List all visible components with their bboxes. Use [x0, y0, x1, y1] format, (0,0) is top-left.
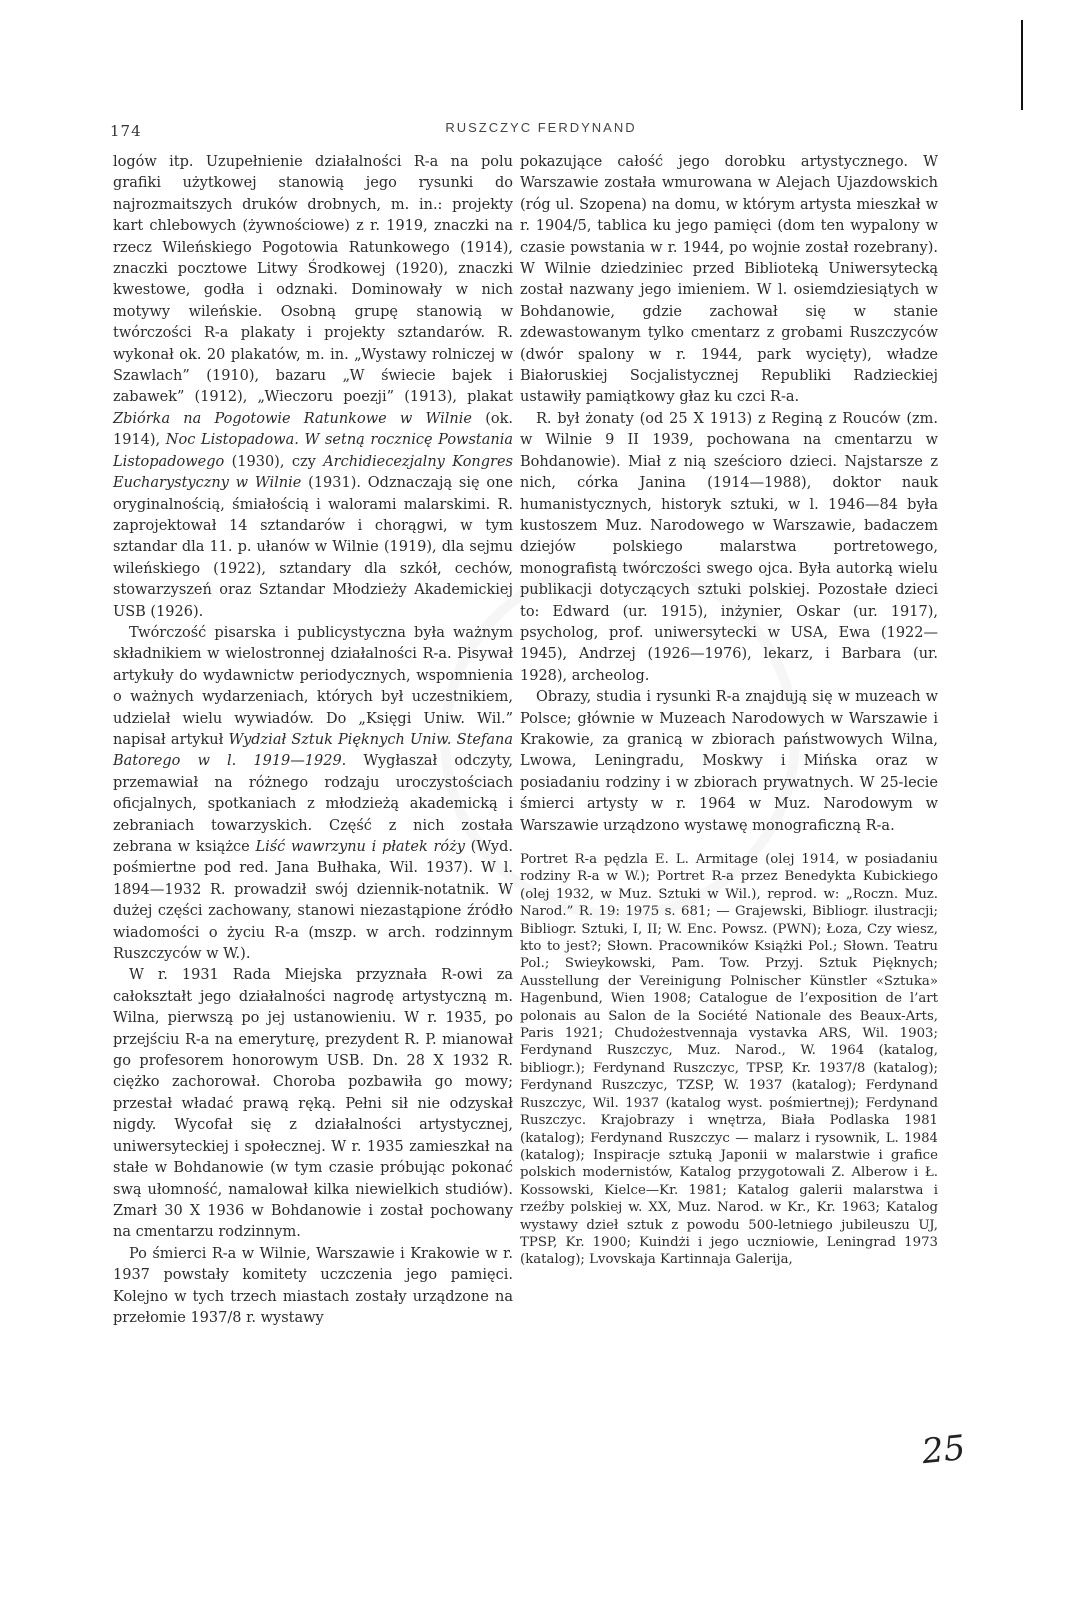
bibliography: Portret R-a pędzla E. L. Armitage (olej 1914, w posiadaniu rodziny R-a w W.); Portret R-a przez Benedykta Kubickiego (olej 1932, w Muz. Sztuki w Wil.), reprod. w: „Roczn. Muz. Narod.” R. 19: 1975 s. 681; — Grajewski, Bibliogr. ilustracji; Bibliogr. Sztuki, I, II; W. Enc. Powsz. (PWN); Łoza, Czy wiesz, kto to jest?; Słown. Pracowników Książki Pol.; Słown. Teatru Pol.; Swieykowski, Pam. Tow. Przyj. Sztuk Pięknych; Ausstellung der Vereinigung Polnischer Künstler «Sztuka» Hagenbund, Wien 1908; Catalogue de l’exposition de l’art polonais au Salon de la Société Nationale des Beaux-Arts, Paris 1921; Chudożestvennaja vystavka ARS, Wil. 1903; Ferdynand Ruszczyc, Muz. Narod., W. 1964 (katalog, bibliogr.); Ferdynand Ruszczyc, TPSP, Kr. 1937/8 (katalog); Ferdynand Ruszczyc, TZSP, W. 1937 (katalog); Ferdynand Ruszczyc, Wil. 1937 (katalog wyst. pośmiertnej); Ferdynand Ruszczyc. Krajobrazy i wnętrza, Biała Podlaska 1981 (katalog); Ferdynand Ruszczyc — malarz i rysownik, L. 1984 (katalog); Inspiracje sztuką Japonii w malarstwie i grafice polskich modernistów, Katalog przygotowali Z. Alberow i Ł. Kossowski, Kielce—Kr. 1981; Katalog galerii malarstwa i rzeźby polskiej w. XX, Muz. Narod. w Kr., Kr. 1963; Katalog wystawy dzieł sztuk z powodu 500-letniego jubileuszu UJ, TPSP, Kr. 1900; Kuindżi i jego uczniowie, Leningrad 1973 (katalog); Lvovskaja Kartinnaja Galerija, [520, 852, 938, 1268]
paragraph: Twórczość pisarska i publicystyczna była ważnym składnikiem w wielostronnej działalności R-a. Pisywał artykuły do wydawnictw periodycznych, wspomnienia o ważnych wydarzeniach, których był uczestnikiem, udzielał wielu wywiadów. Do „Księgi Uniw. Wil.” napisał artykuł Wydział Sztuk Pięknych Uniw. Stefana Batorego w l. 1919—1929. Wygłaszał odczyty, przemawiał na różnego rodzaju uroczystościach oficjalnych, spotkaniach z młodzieżą akademicką i zebraniach towarzyskich. Część z nich została zebrana w książce Liść wawrzynu i płatek róży (Wyd. pośmiertne pod red. Jana Bułhaka, Wil. 1937). W l. 1894—1932 R. prowadził swój dziennik-notatnik. W dużej części zachowany, stanowi niezastąpione źródło wiadomości o życiu R-a (mszp. w arch. rodzinnym Ruszczyców w W.). [113, 624, 514, 963]
scan-edge-line [1021, 20, 1023, 110]
paragraph: pokazujące całość jego dorobku artystycznego. W Warszawie została wmurowana w Alejach Ujazdowskich (róg ul. Szopena) na domu, w którym artysta mieszkał w r. 1904/5, tablica ku jego pamięci (dom ten wypalony w czasie powstania w r. 1944, po wojnie został rozebrany). W Wilnie dziedziniec przed Biblioteką Uniwersytecką został nazwany jego imieniem. W l. osiemdziesiątych w Bohdanowie, gdzie zachował się w stanie zdewastowanym tylko cmentarz z grobami Ruszczyców (dwór spalony w r. 1944, park wycięty), władze Białoruskiej Socjalistycznej Republiki Radzieckiej ustawiły pamiątkowy głaz ku czci R-a. [520, 154, 938, 406]
running-head: RUSZCZYC FERDYNAND [445, 120, 637, 135]
paragraph: W r. 1931 Rada Miejska przyznała R-owi za całokształt jego działalności nagrodę artystyczną m. Wilna, pierwszą po jej ustanowieniu. W r. 1935, po przejściu R-a na emeryturę, prezydent R. P. mianował go profesorem honorowym USB. Dn. 28 X 1932 R. ciężko zachorował. Choroba pozbawiła go mowy; przestał władać prawą ręką. Pełni sił nie odzyskał nigdy. Wycofał się z działalności artystycznej, uniwersyteckiej i społecznej. W r. 1935 zamieszkał na stałe w Bohdanowie (w tym czasie próbując pokonać swą ułomność, namalował kilka niewielkich studiów). Zmarł 30 X 1936 w Bohdanowie i został pochowany na cmentarzu rodzinnym. [113, 967, 513, 1241]
paragraph: logów itp. Uzupełnienie działalności R-a na polu grafiki użytkowej stanowią jego rysunki do najrozmaitszych druków drobnych, m. in.: projekty kart chlebowych (żywnościowe) z r. 1919, znaczki na rzecz Wileńskiego Pogotowia Ratunkowego (1914), znaczki pocztowe Litwy Środkowej (1920), znaczki kwestowe, godła i odznaki. Dominowały w nich motywy wileńskie. Osobną grupę stanowią w twórczości R-a plakaty i projekty sztandarów. R. wykonał ok. 20 plakatów, m. in. „Wystawy rolniczej w Szawlach” (1910), bazaru „W świecie bajek i zabawek” (1912), „Wieczoru poezji” (1913), plakat Zbiórka na Pogotowie Ratunkowe w Wilnie (ok. 1914), Noc Listopadowa. W setną rocznicę Powstania Listopadowego (1930), czy Archidiecezjalny Kongres Eucharystyczny w Wilnie (1931). Odznaczają się one oryginalnością, śmiałością i walorami malarskimi. R. zaprojektował 14 sztandarów i chorągwi, w tym sztandar dla 11. p. ułanów w Wilnie (1919), dla sejmu wileńskiego (1922), sztandary dla szkół, cechów, stowarzyszeń oraz Sztandar Młodzieży Akademickiej USB (1926). [113, 154, 513, 620]
left-column [113, 152, 513, 1329]
handwritten-annotation: 25 [920, 1427, 968, 1473]
paragraph: Obrazy, studia i rysunki R-a znajdują się w muzeach w Polsce; głównie w Muzeach Narodowych w Warszawie i Krakowie, za granicą w zbiorach państwowych Wilna, Lwowa, Leningradu, Moskwy i Mińska oraz w posiadaniu rodziny i w zbiorach prywatnych. W 25-lecie śmierci artysty w r. 1964 w Muz. Narodowym w Warszawie urządzono wystawę monograficzną R-a. [520, 689, 938, 834]
paragraph: R. był żonaty (od 25 X 1913) z Reginą z Rouców (zm. w Wilnie 9 II 1939, pochowana na cmentarzu w Bohdanowie). Miał z nią sześcioro dzieci. Najstarsze z nich, córka Janina (1914—1988), doktor nauk humanistycznych, historyk sztuki, w l. 1946—84 była kustoszem Muz. Narodowego w Warszawie, badaczem dziejów polskiego malarstwa portretowego, monografistą twórczości swego ojca. Była autorką wielu publikacji dotyczących sztuki polskiej. Pozostałe dzieci to: Edward (ur. 1915), inżynier, Oskar (ur. 1917), psycholog, prof. uniwersytecki w USA, Ewa (1922—1945), Andrzej (1926—1976), lekarz, i Barbara (ur. 1928), archeolog. [520, 410, 938, 684]
paragraph: Po śmierci R-a w Wilnie, Warszawie i Krakowie w r. 1937 powstały komitety uczczenia jego pamięci. Kolejno w tych trzech miastach zostały urządzone na przełomie 1937/8 r. wystawy [113, 1245, 513, 1326]
right-column [520, 152, 938, 1269]
page-number: 174 [110, 122, 142, 140]
